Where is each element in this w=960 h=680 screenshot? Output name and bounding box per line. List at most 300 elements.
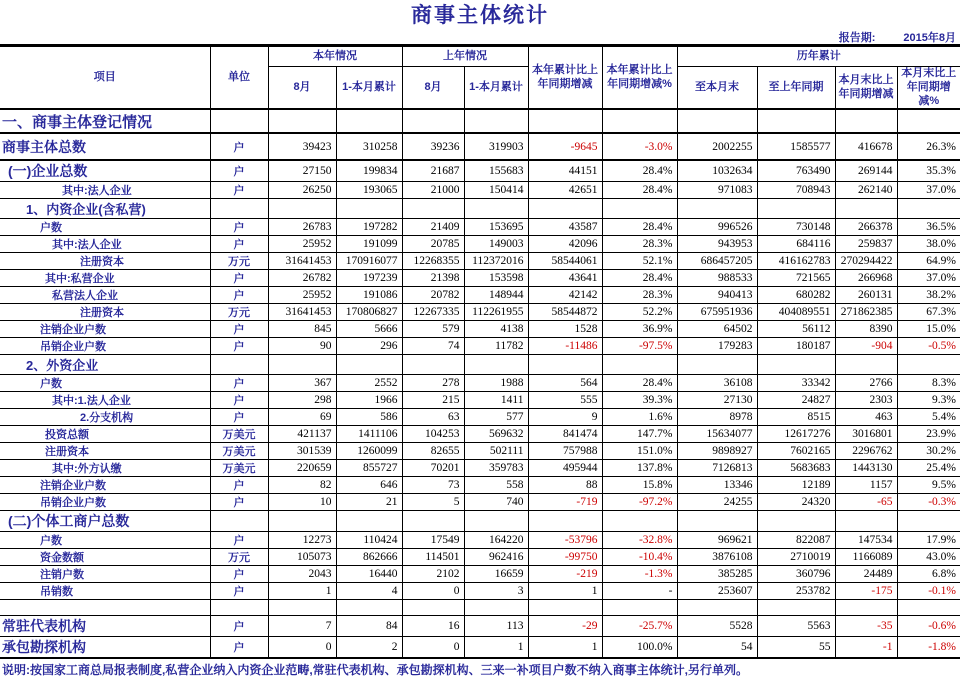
value-cell: 24320 (757, 494, 835, 511)
value-cell: 1157 (835, 477, 897, 494)
value-cell: 266968 (835, 270, 897, 287)
value-cell: -1.8% (897, 637, 960, 659)
value-cell: 12189 (757, 477, 835, 494)
value-cell (835, 199, 897, 219)
value-cell (528, 109, 602, 133)
value-cell: -65 (835, 494, 897, 511)
row-label: 一、商事主体登记情况 (0, 109, 210, 133)
row-label: 常驻代表机构 (0, 616, 210, 637)
table-row (0, 321, 960, 338)
value-cell (677, 511, 757, 532)
value-cell (528, 199, 602, 219)
table-body (0, 109, 960, 658)
value-cell: 1 (464, 637, 528, 659)
value-cell: 416678 (835, 133, 897, 160)
row-label: 注册资本 (0, 443, 210, 460)
value-cell: 43641 (528, 270, 602, 287)
value-cell: 1 (268, 583, 336, 600)
value-cell: 28.4% (602, 270, 677, 287)
value-cell (602, 511, 677, 532)
value-cell (268, 511, 336, 532)
value-cell: 586 (336, 409, 402, 426)
value-cell: 8.3% (897, 375, 960, 392)
value-cell (897, 511, 960, 532)
value-cell: 271862385 (835, 304, 897, 321)
value-cell: 269144 (835, 160, 897, 182)
value-cell: 147534 (835, 532, 897, 549)
value-cell (464, 199, 528, 219)
row-label: 资金数额 (0, 549, 210, 566)
value-cell: 5563 (757, 616, 835, 637)
row-label: 吊销企业户数 (0, 494, 210, 511)
value-cell: 52.2% (602, 304, 677, 321)
value-cell: 215 (402, 392, 464, 409)
value-cell: 1 (528, 637, 602, 659)
value-cell: 90 (268, 338, 336, 355)
value-cell: -0.1% (897, 583, 960, 600)
value-cell: 179283 (677, 338, 757, 355)
value-cell (835, 600, 897, 616)
value-cell (528, 600, 602, 616)
value-cell: 38.2% (897, 287, 960, 304)
value-cell: 3 (464, 583, 528, 600)
value-cell: 151.0% (602, 443, 677, 460)
value-cell: 686457205 (677, 253, 757, 270)
table-row (0, 583, 960, 600)
row-unit: 户 (210, 160, 268, 182)
value-cell: 1443130 (835, 460, 897, 477)
value-cell: 310258 (336, 133, 402, 160)
table-row (0, 270, 960, 287)
value-cell: 730148 (757, 219, 835, 236)
value-cell: 43587 (528, 219, 602, 236)
value-cell: -25.7% (602, 616, 677, 637)
row-label: 其中:外方认缴 (0, 460, 210, 477)
value-cell: 740 (464, 494, 528, 511)
value-cell: 1 (528, 583, 602, 600)
value-cell: 15634077 (677, 426, 757, 443)
value-cell: 12268355 (402, 253, 464, 270)
value-cell: 15.8% (602, 477, 677, 494)
value-cell: 37.0% (897, 182, 960, 199)
value-cell: 708943 (757, 182, 835, 199)
value-cell: 37.0% (897, 270, 960, 287)
value-cell: 153695 (464, 219, 528, 236)
value-cell: 28.4% (602, 160, 677, 182)
value-cell: -0.3% (897, 494, 960, 511)
value-cell: 191086 (336, 287, 402, 304)
value-cell: 253782 (757, 583, 835, 600)
value-cell: 24827 (757, 392, 835, 409)
table-row (0, 409, 960, 426)
value-cell: 26783 (268, 219, 336, 236)
value-cell: 105073 (268, 549, 336, 566)
value-cell: 44151 (528, 160, 602, 182)
value-cell: 17.9% (897, 532, 960, 549)
value-cell: -97.5% (602, 338, 677, 355)
value-cell: 558 (464, 477, 528, 494)
value-cell: 39236 (402, 133, 464, 160)
value-cell: 5666 (336, 321, 402, 338)
value-cell: 1966 (336, 392, 402, 409)
header-ytd-last-year: 1-本月累计 (464, 67, 528, 110)
value-cell (402, 199, 464, 219)
header-this-year-group: 本年情况 (268, 46, 402, 67)
value-cell: 15.0% (897, 321, 960, 338)
value-cell: -904 (835, 338, 897, 355)
value-cell (336, 511, 402, 532)
value-cell: 3876108 (677, 549, 757, 566)
value-cell: 70201 (402, 460, 464, 477)
header-month-end-diff: 本月末比上年同期增减 (835, 67, 897, 110)
value-cell (897, 600, 960, 616)
value-cell: 8390 (835, 321, 897, 338)
row-label: 注册资本 (0, 304, 210, 321)
value-cell: 10 (268, 494, 336, 511)
value-cell: 26782 (268, 270, 336, 287)
value-cell (757, 511, 835, 532)
row-label: 投资总额 (0, 426, 210, 443)
row-unit: 户 (210, 375, 268, 392)
row-label: 其中:1.法人企业 (0, 392, 210, 409)
value-cell: 2303 (835, 392, 897, 409)
value-cell: 64.9% (897, 253, 960, 270)
value-cell: 63 (402, 409, 464, 426)
value-cell: 21409 (402, 219, 464, 236)
value-cell: 170806827 (336, 304, 402, 321)
value-cell: 1.6% (602, 409, 677, 426)
value-cell: 28.4% (602, 375, 677, 392)
report-period-value: 2015年8月 (903, 31, 956, 44)
value-cell: 27130 (677, 392, 757, 409)
value-cell: 36108 (677, 375, 757, 392)
value-cell: 253607 (677, 583, 757, 600)
value-cell: 5528 (677, 616, 757, 637)
value-cell: 2002255 (677, 133, 757, 160)
value-cell: 147.7% (602, 426, 677, 443)
value-cell: 2710019 (757, 549, 835, 566)
value-cell: 367 (268, 375, 336, 392)
value-cell: 296 (336, 338, 402, 355)
value-cell: 757988 (528, 443, 602, 460)
value-cell: 270294422 (835, 253, 897, 270)
value-cell (757, 600, 835, 616)
value-cell (757, 109, 835, 133)
row-unit (210, 199, 268, 219)
value-cell: 28.4% (602, 182, 677, 199)
value-cell: 555 (528, 392, 602, 409)
value-cell (464, 511, 528, 532)
value-cell (677, 355, 757, 375)
value-cell: 988533 (677, 270, 757, 287)
value-cell: 64502 (677, 321, 757, 338)
row-unit: 户 (210, 287, 268, 304)
header-ytd-this-year: 1-本月累计 (336, 67, 402, 110)
value-cell: 67.3% (897, 304, 960, 321)
header-to-month-end: 至本月末 (677, 67, 757, 110)
row-label: 承包勘探机构 (0, 637, 210, 659)
value-cell (268, 109, 336, 133)
value-cell: 24489 (835, 566, 897, 583)
header-unit: 单位 (210, 46, 268, 110)
row-unit: 户 (210, 616, 268, 637)
value-cell (402, 511, 464, 532)
value-cell: 360796 (757, 566, 835, 583)
value-cell: 260131 (835, 287, 897, 304)
row-label: 吊销企业户数 (0, 338, 210, 355)
table-row (0, 392, 960, 409)
value-cell: 0 (402, 637, 464, 659)
value-cell (528, 511, 602, 532)
value-cell: 82 (268, 477, 336, 494)
value-cell: 969621 (677, 532, 757, 549)
value-cell: 301539 (268, 443, 336, 460)
value-cell: 1166089 (835, 549, 897, 566)
value-cell: 822087 (757, 532, 835, 549)
value-cell: 7602165 (757, 443, 835, 460)
value-cell: 21398 (402, 270, 464, 287)
value-cell: 100.0% (602, 637, 677, 659)
value-cell: 137.8% (602, 460, 677, 477)
row-unit: 户 (210, 566, 268, 583)
report-period (0, 29, 960, 44)
row-label: (一)企业总数 (0, 160, 210, 182)
row-unit: 户 (210, 321, 268, 338)
value-cell: 55 (757, 637, 835, 659)
value-cell: -0.6% (897, 616, 960, 637)
value-cell: -32.8% (602, 532, 677, 549)
value-cell: 26250 (268, 182, 336, 199)
row-label: 私营法人企业 (0, 287, 210, 304)
value-cell (897, 355, 960, 375)
row-label: 注销企业户数 (0, 477, 210, 494)
value-cell (897, 199, 960, 219)
value-cell: 2296762 (835, 443, 897, 460)
value-cell: 24255 (677, 494, 757, 511)
value-cell: 73 (402, 477, 464, 494)
table-row (0, 304, 960, 321)
value-cell: 0 (402, 583, 464, 600)
table-row (0, 426, 960, 443)
value-cell: 463 (835, 409, 897, 426)
footer-note: 说明:按国家工商总局报表制度,私营企业纳入内资企业范畴,常驻代表机构、承包勘探机构、三来一补项目户数不纳入商事主体统计,另行单列。 (2, 663, 749, 678)
value-cell: 9.5% (897, 477, 960, 494)
value-cell: 23.9% (897, 426, 960, 443)
value-cell: 841474 (528, 426, 602, 443)
value-cell (602, 355, 677, 375)
value-cell: 940413 (677, 287, 757, 304)
value-cell: 1585577 (757, 133, 835, 160)
value-cell: 153598 (464, 270, 528, 287)
value-cell: 569632 (464, 426, 528, 443)
value-cell (677, 600, 757, 616)
row-unit: 户 (210, 338, 268, 355)
value-cell (464, 355, 528, 375)
value-cell: -719 (528, 494, 602, 511)
value-cell: 58544872 (528, 304, 602, 321)
value-cell: 943953 (677, 236, 757, 253)
value-cell (677, 109, 757, 133)
value-cell: 25952 (268, 287, 336, 304)
value-cell: 4 (336, 583, 402, 600)
value-cell: 416162783 (757, 253, 835, 270)
value-cell: 16 (402, 616, 464, 637)
value-cell: 113 (464, 616, 528, 637)
value-cell: -11486 (528, 338, 602, 355)
value-cell: 2043 (268, 566, 336, 583)
value-cell: -29 (528, 616, 602, 637)
value-cell (835, 511, 897, 532)
value-cell: 9.3% (897, 392, 960, 409)
value-cell: 721565 (757, 270, 835, 287)
header-last-year-group: 上年情况 (402, 46, 528, 67)
value-cell: 5.4% (897, 409, 960, 426)
value-cell (602, 199, 677, 219)
value-cell: 1988 (464, 375, 528, 392)
value-cell: 39423 (268, 133, 336, 160)
value-cell: 1528 (528, 321, 602, 338)
value-cell: 680282 (757, 287, 835, 304)
value-cell (757, 355, 835, 375)
header-aug-this-year: 8月 (268, 67, 336, 110)
value-cell: 421137 (268, 426, 336, 443)
header-historical-group: 历年累计 (677, 46, 960, 67)
table-row (0, 160, 960, 182)
value-cell: 2552 (336, 375, 402, 392)
row-unit: 户 (210, 583, 268, 600)
value-cell: 8515 (757, 409, 835, 426)
value-cell: -219 (528, 566, 602, 583)
row-label: 其中:法人企业 (0, 182, 210, 199)
value-cell: 42096 (528, 236, 602, 253)
page-title: 商事主体统计 (411, 4, 549, 27)
row-label: 其中:私营企业 (0, 270, 210, 287)
value-cell: 0 (268, 637, 336, 659)
value-cell: 164220 (464, 532, 528, 549)
row-unit: 户 (210, 637, 268, 659)
value-cell: 684116 (757, 236, 835, 253)
row-label: 注销企业户数 (0, 321, 210, 338)
value-cell: 5 (402, 494, 464, 511)
row-label: 1、内资企业(含私营) (0, 199, 210, 219)
value-cell (336, 199, 402, 219)
value-cell (402, 600, 464, 616)
value-cell: 220659 (268, 460, 336, 477)
value-cell: 675951936 (677, 304, 757, 321)
table-row (0, 443, 960, 460)
value-cell: 84 (336, 616, 402, 637)
header-row-1 (0, 46, 960, 67)
value-cell: -99750 (528, 549, 602, 566)
row-unit: 户 (210, 270, 268, 287)
value-cell: 262140 (835, 182, 897, 199)
value-cell: 1411 (464, 392, 528, 409)
row-unit: 户 (210, 409, 268, 426)
value-cell: 69 (268, 409, 336, 426)
value-cell (268, 600, 336, 616)
value-cell: 191099 (336, 236, 402, 253)
value-cell: 4138 (464, 321, 528, 338)
value-cell: 42142 (528, 287, 602, 304)
value-cell (268, 199, 336, 219)
value-cell: 855727 (336, 460, 402, 477)
table-row (0, 236, 960, 253)
value-cell: 56112 (757, 321, 835, 338)
header-ytd-diff-pct: 本年累计比上年同期增减% (602, 46, 677, 110)
value-cell: 8978 (677, 409, 757, 426)
row-unit: 户 (210, 494, 268, 511)
value-cell: 82655 (402, 443, 464, 460)
value-cell (464, 600, 528, 616)
value-cell (835, 109, 897, 133)
value-cell: 20785 (402, 236, 464, 253)
value-cell: 9 (528, 409, 602, 426)
value-cell: 577 (464, 409, 528, 426)
value-cell: 21687 (402, 160, 464, 182)
row-label (0, 600, 210, 616)
row-label: 户数 (0, 532, 210, 549)
value-cell: 20782 (402, 287, 464, 304)
row-unit (210, 600, 268, 616)
value-cell: - (602, 583, 677, 600)
value-cell: 298 (268, 392, 336, 409)
value-cell (402, 109, 464, 133)
value-cell: 259837 (835, 236, 897, 253)
row-label: 户数 (0, 375, 210, 392)
value-cell (602, 600, 677, 616)
value-cell: 180187 (757, 338, 835, 355)
table-row (0, 460, 960, 477)
row-unit: 万美元 (210, 426, 268, 443)
value-cell: 35.3% (897, 160, 960, 182)
value-cell: 862666 (336, 549, 402, 566)
value-cell: 25952 (268, 236, 336, 253)
value-cell (336, 600, 402, 616)
value-cell: 1411106 (336, 426, 402, 443)
table-row (0, 253, 960, 270)
header-aug-last-year: 8月 (402, 67, 464, 110)
row-unit: 万美元 (210, 443, 268, 460)
value-cell (677, 199, 757, 219)
table-row (0, 355, 960, 375)
table-row (0, 287, 960, 304)
value-cell: -0.5% (897, 338, 960, 355)
value-cell: 6.8% (897, 566, 960, 583)
table-row (0, 511, 960, 532)
value-cell: 36.5% (897, 219, 960, 236)
value-cell: 74 (402, 338, 464, 355)
row-label: 注册资本 (0, 253, 210, 270)
row-label: 吊销数 (0, 583, 210, 600)
value-cell: 12267335 (402, 304, 464, 321)
value-cell: 495944 (528, 460, 602, 477)
value-cell (835, 355, 897, 375)
value-cell (602, 109, 677, 133)
value-cell: 33342 (757, 375, 835, 392)
row-label: 户数 (0, 219, 210, 236)
value-cell: 17549 (402, 532, 464, 549)
value-cell: 25.4% (897, 460, 960, 477)
row-unit: 户 (210, 392, 268, 409)
row-unit: 万元 (210, 253, 268, 270)
row-label: 其中:法人企业 (0, 236, 210, 253)
value-cell: 7126813 (677, 460, 757, 477)
value-cell: 88 (528, 477, 602, 494)
value-cell: -175 (835, 583, 897, 600)
value-cell (336, 355, 402, 375)
value-cell: 13346 (677, 477, 757, 494)
value-cell: -97.2% (602, 494, 677, 511)
